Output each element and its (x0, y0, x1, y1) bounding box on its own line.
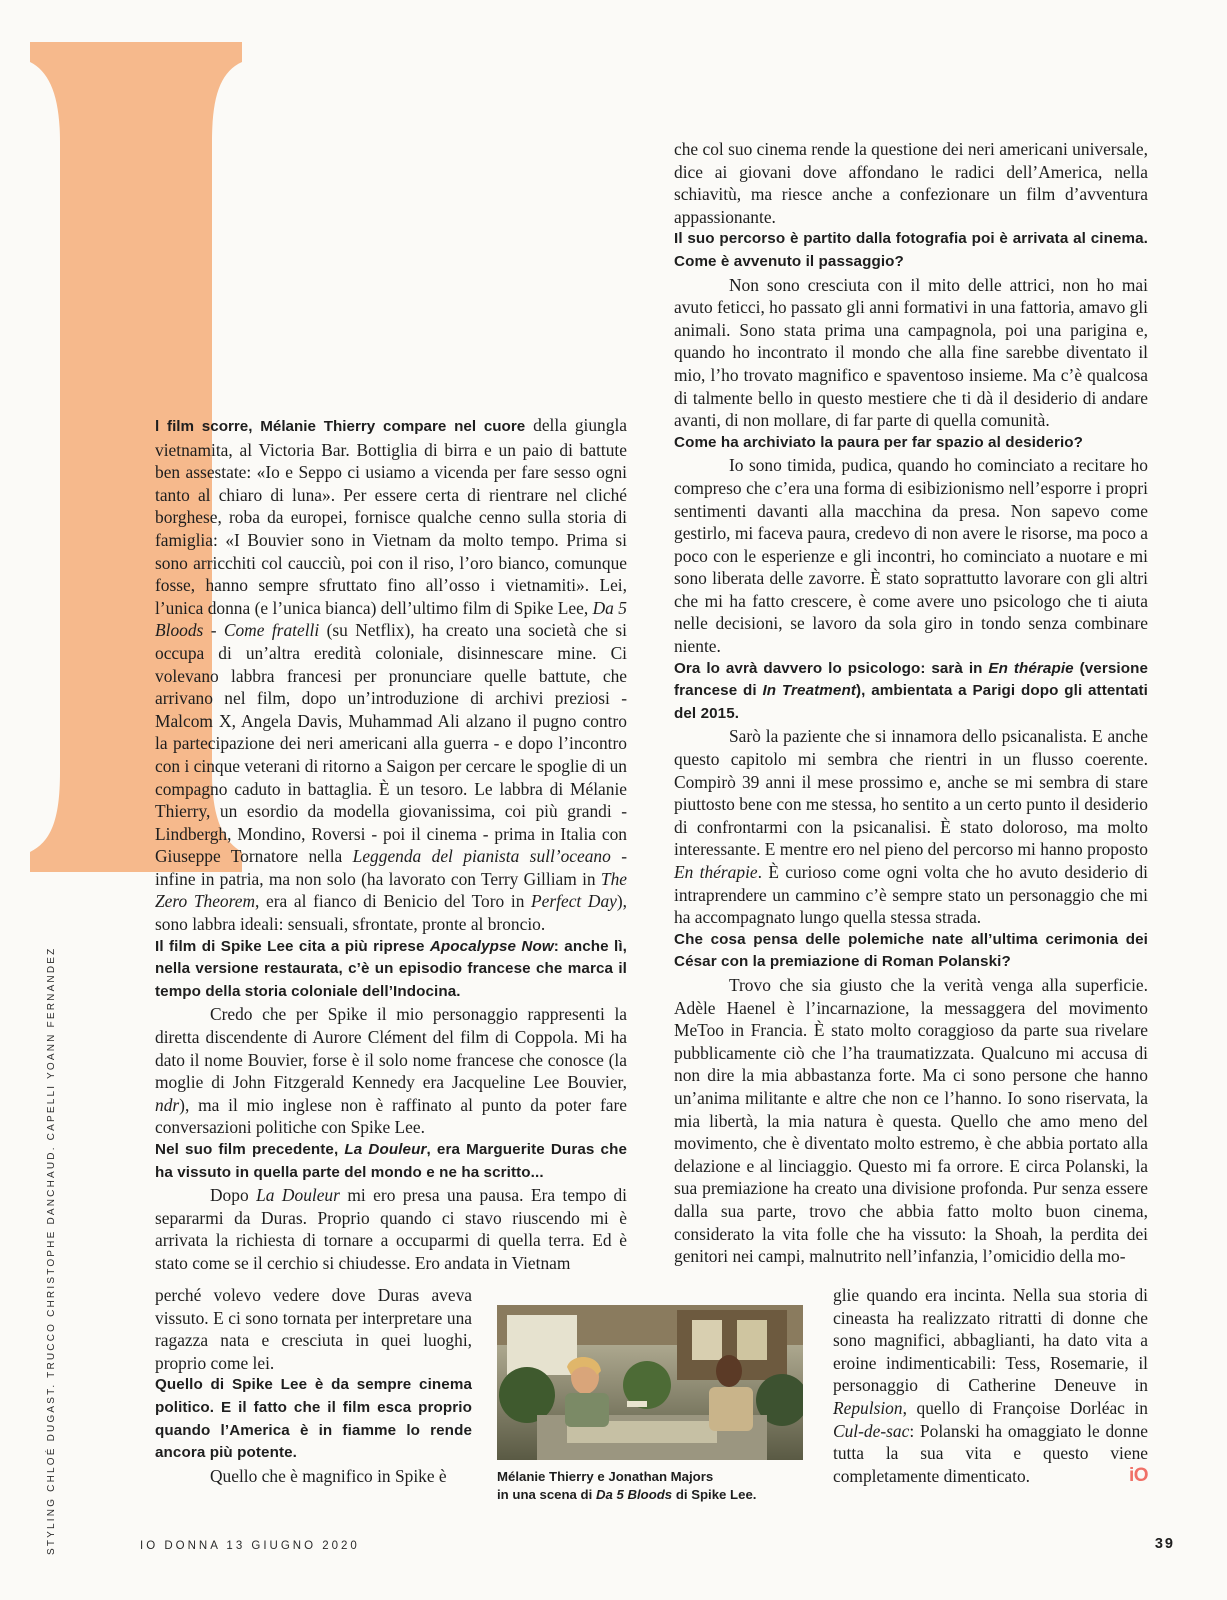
interview-answer-continued: perché volevo vedere dove Duras aveva vissuto. E ci sono tornata per interpretare una ragazza nata e cresciuta in quei luoghi, proprio come lei. (155, 1285, 472, 1373)
folio-publication: IO DONNA 13 GIUGNO 2020 (140, 1540, 360, 1552)
film-title: The Zero Theorem (155, 868, 627, 912)
interview-answer: Dopo La Douleur mi ero presa una pausa. Era tempo di separarmi da Duras. Proprio quando ci stavo riuscendo mi è arrivata la richiesta di tornare a occuparmi di quella terra. Ed è stato come se il cerchio si chiudesse. Ero andata in Vietnam (155, 1185, 627, 1273)
interview-question: Che cosa pensa delle polemiche nate all’ultima cerimonia dei César con la premiazione di Roman Polanski? (674, 930, 1148, 971)
interview-question: Quello di Spike Lee è da sempre cinema politico. E il fatto che il film esca proprio quando l’America è in fiamme lo rende ancora più potente. (155, 1376, 472, 1462)
interview-question: Il suo percorso è partito dalla fotografia poi è arrivata al cinema. Come è avvenuto il passaggio? (674, 230, 1148, 270)
lead-bold: l film scorre, Mélanie Thierry compare nel cuore (155, 418, 526, 435)
interview-answer: Sarò la paziente che si innamora dello psicanalista. E anche questo capitolo mi sembra che rientri in un flusso coerente. Compirò 39 anni il mese prossimo e, anche se mi sembra di stare piuttosto bene con me stessa, ho sentito a un certo punto il desiderio di confrontarmi con la psicanalisi. È stato doloroso, ma molto interessante. E mentre ero nel pieno del percorso mi hanno proposto En thérapie. È curioso come ogni volta che ho avuto desiderio di intraprendere un cammino c’è sempre stato un personaggio che mi ha accompagnato lungo quella stessa strada. (674, 726, 1148, 928)
interview-question: Come ha archiviato la paura per far spazio al desiderio? (674, 433, 1084, 451)
interview-answer-continued: glie quando era incinta. Nella sua storia di cineasta ha realizzato ritratti di donne che sono magnifici, abbaglianti, ha dato vita a eroine indimenticabili: Tess, Rosemarie, il personaggio di Catherine Deneuve in Repulsion, quello di Françoise Dorléac in Cul-de-sac: Polanski ha omaggiato le donne tutta la sua vita e questo viene completamente dimenticato. iO (833, 1285, 1148, 1486)
interview-question: Ora lo avrà davvero lo psicologo: sarà in En thérapie (versione francese di In Treatment), ambientata a Parigi dopo gli attentati del 2015. (674, 659, 1148, 722)
interview-answer: Credo che per Spike il mio personaggio rappresenti la diretta discendente di Aurore Clément del film di Coppola. Mi ha dato il nome Bouvier, forse è il solo nome francese che conosce (la moglie di John Fitzgerald Kennedy era Jacqueline Lee Bouvier, ndr), ma il mio inglese non è raffinato al punto da poter fare conversazioni politiche con Spike Lee. (155, 1004, 627, 1138)
end-mark-logo: iO (1128, 1464, 1148, 1486)
interview-answer: Quello che è magnifico in Spike è (210, 1465, 447, 1486)
film-title: Da 5 Bloods - Come fratelli (155, 597, 627, 641)
interview-answer-continued: che col suo cinema rende la questione dei neri americani universale, dice ai giovani dove affondano le radici dell’America, nella schiavitù, ma riesce anche a confezionare un film d’avventura appassionante. (674, 139, 1148, 227)
interview-question: Nel suo film precedente, La Douleur, era Marguerite Duras che ha vissuto in quella parte del mondo e ne ha scritto... (155, 1141, 627, 1181)
photo-caption: Mélanie Thierry e Jonathan Majors in una scena di Da 5 Bloods di Spike Lee. (497, 1469, 757, 1502)
film-still-photo (497, 1305, 803, 1460)
article-column-right (674, 138, 1148, 1268)
interview-answer: Non sono cresciuta con il mito delle attrici, non ho mai avuto feticci, ho passato gli anni formativi in una fattoria, amavo gli animali. Sono stata prima una campagnola, poi una parigina e, quando ho incontrato il mondo che alla fine sarebbe diventato il mio, l’ho trovato magnifico e spaventoso insieme. Ma c’è qualcosa di talmente bello in questo mestiere che ti dà il desiderio di andare avanti, di non mollare, di far parte di quella comunità. (674, 274, 1148, 431)
film-title: Perfect Day (531, 891, 617, 912)
film-title: Leggenda del pianista sull’oceano (352, 846, 611, 867)
page-number: 39 (1154, 1536, 1175, 1552)
article-column-left (155, 414, 627, 1275)
article-column-right-tail (833, 1284, 1148, 1487)
interview-answer: Io sono timida, pudica, quando ho cominciato a recitare ho compreso che c’era una forma di esibizionismo nell’esporre i propri sentimenti davanti alla macchina da presa. Non sapevo come gestirlo, mi faceva paura, credevo di non avere le risorse, ma poco a poco con le esperienze e gli incontri, ho cominciato a nuotare e mi sono liberata delle zavorre. È stato soprattutto lavorare con gli altri che mi ha fatto crescere, è come avere uno psicologo che ti aiuta nelle decisioni, se lavoro da sola giro in tondo senza combinare niente. (674, 455, 1148, 657)
article-column-left-tail (155, 1284, 472, 1487)
photo-credits-vertical: STYLING CHLOÉ DUGAST. TRUCCO CHRISTOPHE DANCHAUD. CAPELLI YOANN FERNANDEZ (46, 946, 57, 1555)
intro-paragraph: l film scorre, Mélanie Thierry compare nel cuore della giungla vietnamita, al Victoria Bar. Bottiglia di birra e un paio di battute ben assestate: «Io e Seppo ci usiamo a vicenda per fare sesso ogni tanto al chiaro di luna». Per essere certa di rientrare nel cliché borghese, roba da europei, fornisce qualche cenno sulla storia di famiglia: «I Bouvier sono in Vietnam da molto tempo. Prima si sono arricchiti col caucciù, poi con il riso, l’oro bianco, comunque fosse, hanno sempre sfruttato fino all’osso i vietnamiti». Lei, l’unica donna (e l’unica bianca) dell’ultimo film di Spike Lee, Da 5 Bloods - Come fratelli (su Netflix), ha creato una società che si occupa di un’altra eredità coloniale, disinnescare mine. Ci volevano labbra francesi per pronunciare quelle battute, che arrivano nel film, dopo un’introduzione di archivi preziosi - Malcom X, Angela Davis, Muhammad Ali alzano il pugno contro la partecipazione dei neri americani alla guerra - e dopo l’incontro con i cinque veterani di ritorno a Saigon per cercare le spoglie di un compagno caduto in battaglia. È un tesoro. Le labbra di Mélanie Thierry, un esordio da modella giovanissima, coi più grandi - Lindbergh, Mondino, Roversi - poi il cinema - prima in Italia con Giuseppe Tornatore nella Leggenda del pianista sull’oceano - infine in patria, ma non solo (ha lavorato con Terry Gilliam in The Zero Theorem, era al fianco di Benicio del Toro in Perfect Day), sono labbra ideali: sensuali, sfrontate, pronte al broncio. (155, 415, 627, 935)
interview-question: Il film di Spike Lee cita a più riprese Apocalypse Now: anche lì, nella versione restaurata, c’è un episodio francese che marca il tempo della storia coloniale dell’Indocina. (155, 937, 627, 1000)
interview-answer: Trovo che sia giusto che la verità venga alla superficie. Adèle Haenel è l’incarnazione, la messaggera del movimento MeToo in Francia. È stato molto coraggioso da parte sua rivelare pubblicamente ciò che l’ha traumatizzata. Qualcuno mi accusa di non dire la mia abbastanza forte. Ma ci sono persone che hanno un’anima militante e altre che non ce l’hanno. Io sono riservata, la mia libertà, la mia natura è questa. Quello che amo meno del movimento, che è diventato molto estremo, è che abbia portato alla delazione e al linciaggio. Questo mi fa orrore. E circa Polanski, la sua premiazione ha creato una divisione profonda. Pur senza essere dalla sua parte, trovo che abbia fatto molto buon cinema, considerato la vita folle che ha vissuto: la Shoah, la perdita dei genitori nei campi, malnutrito nell’infanzia, l’omicidio della mo- (674, 974, 1148, 1267)
